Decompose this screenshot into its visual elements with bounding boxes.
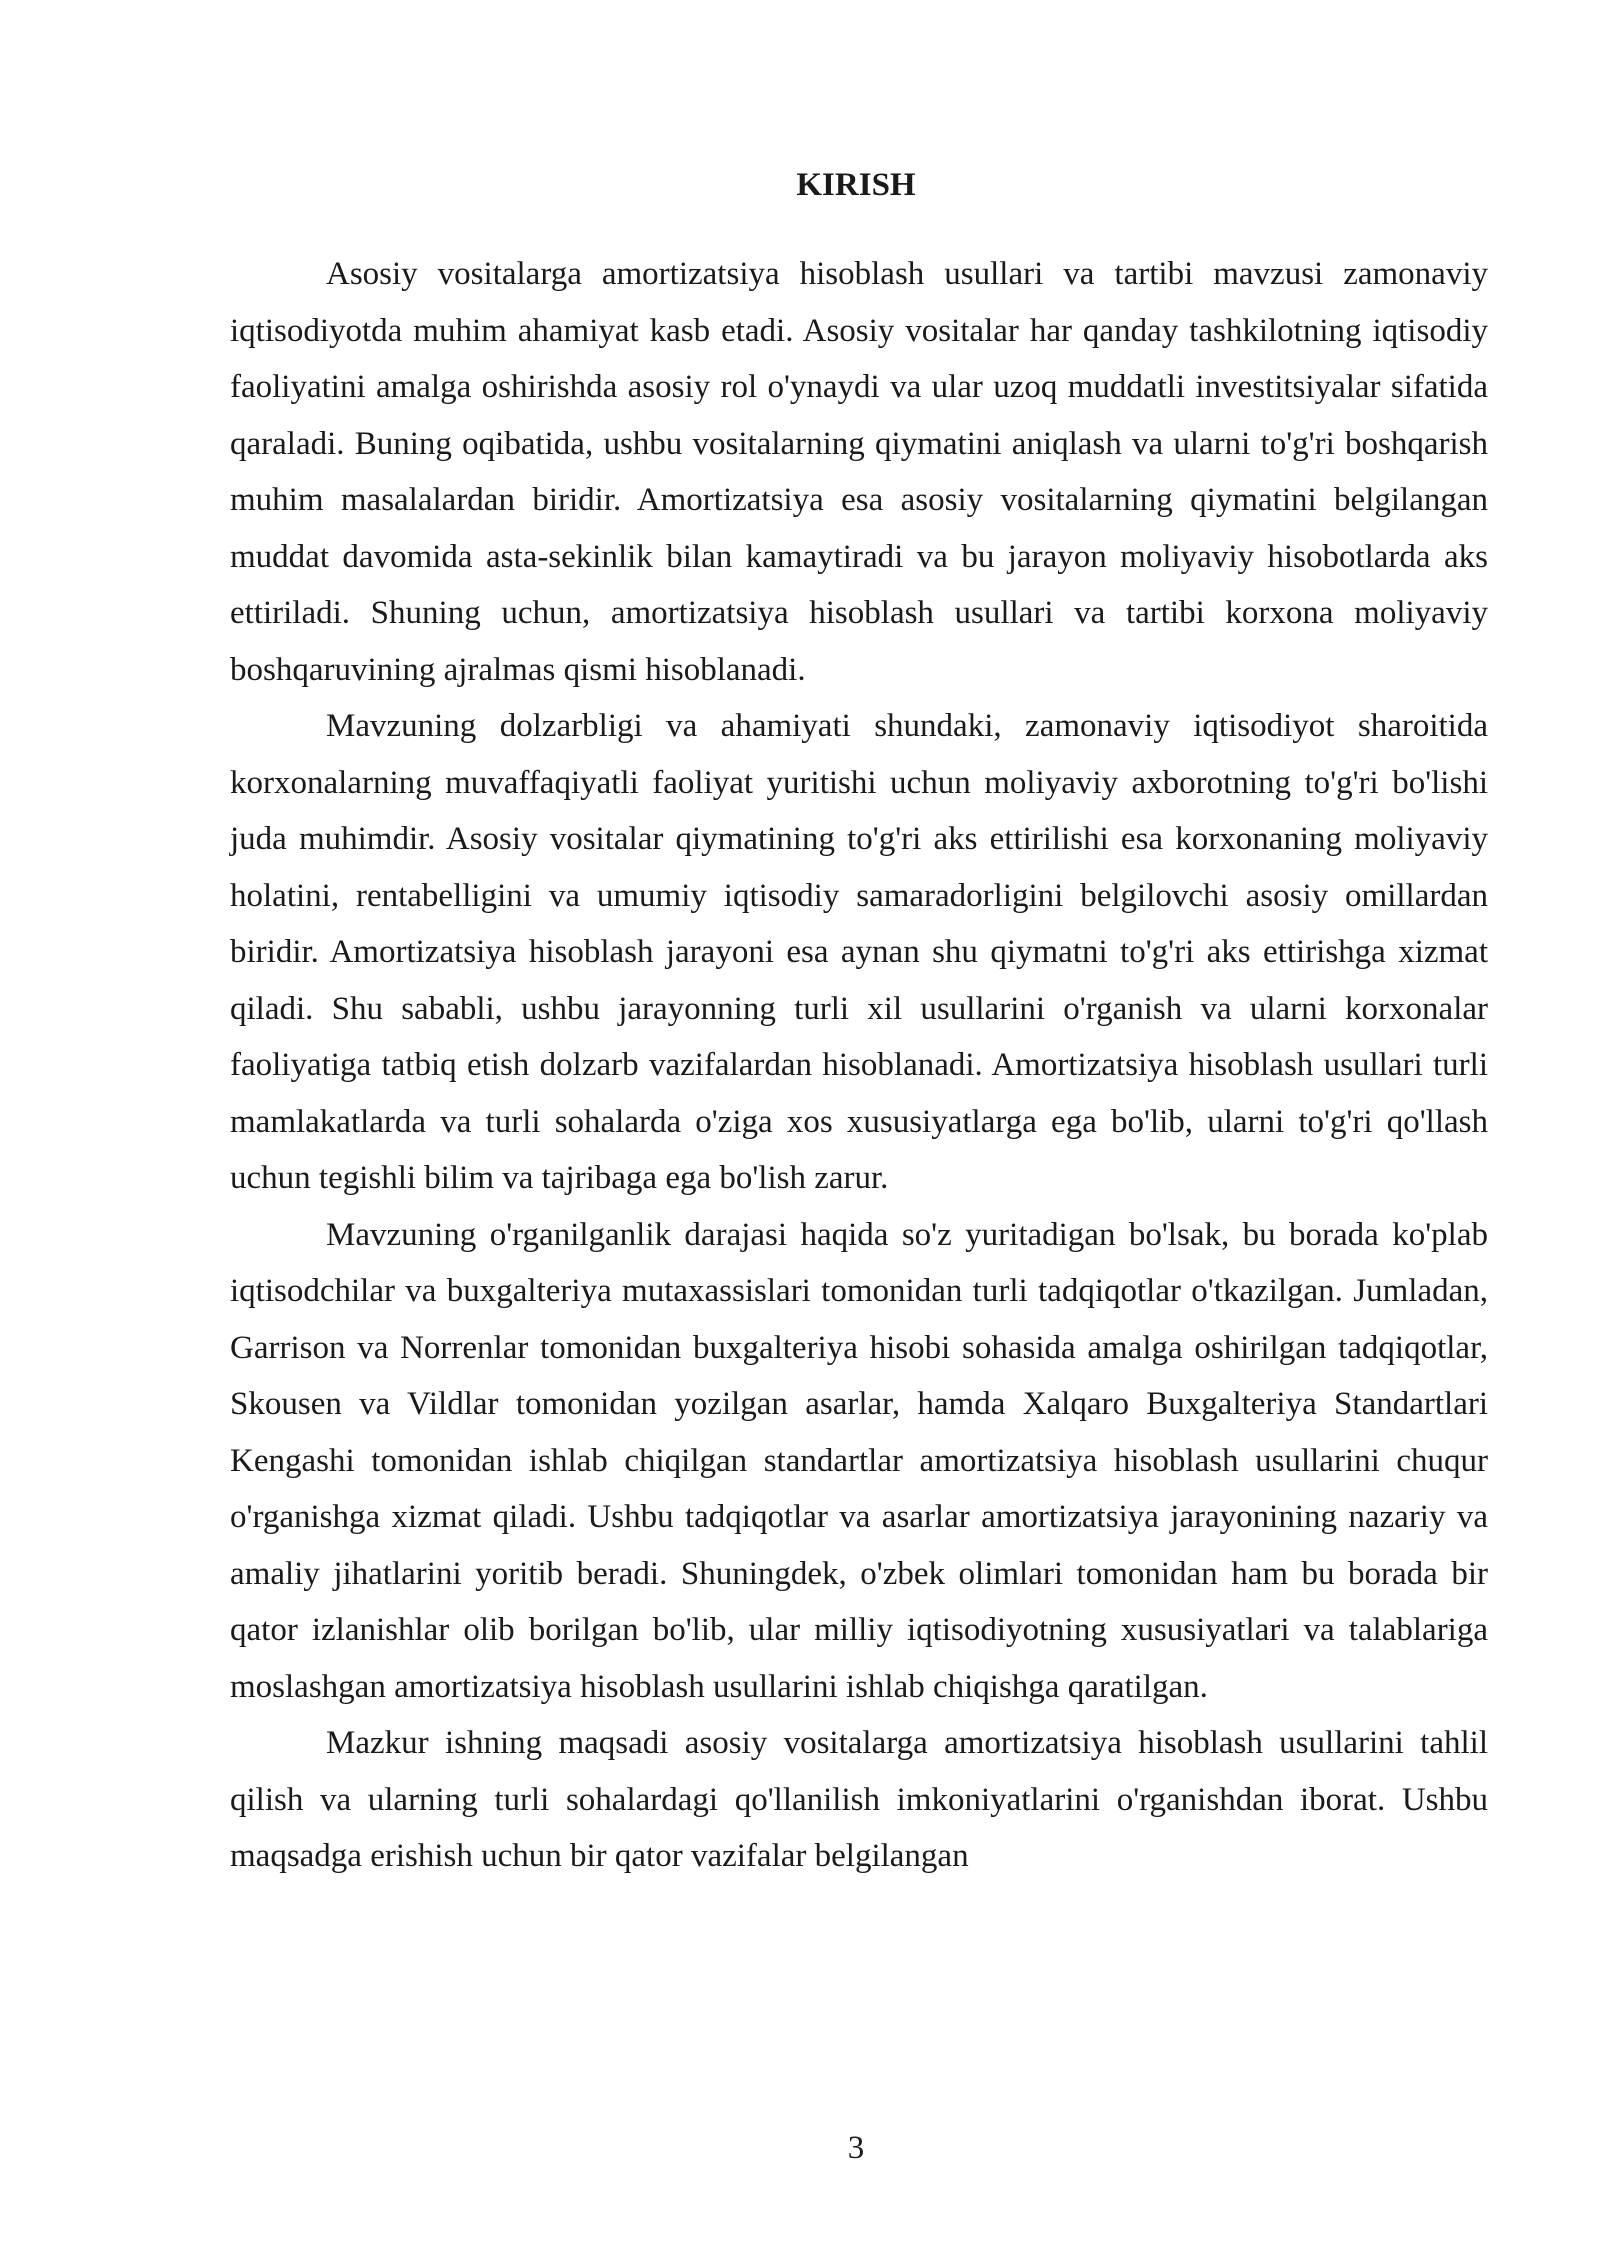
paragraph-objective: Mazkur ishning maqsadi asosiy vositalarga amortizatsiya hisoblash usullarini tahlil qilish va ularning turli sohalardagi qo'llanilish imkoniyatlarini o'rganishdan iborat. Ushbu maqsadga erishish uchun bir qator vazifalar belgilangan bbox=[230, 1725, 1488, 1874]
paragraph-introduction: Asosiy vositalarga amortizatsiya hisoblash usullari va tartibi mavzusi zamonaviy iqtisodiyotda muhim ahamiyat kasb etadi. Asosiy vositalar har qanday tashkilotning iqtisodiy faoliyatini amalga oshirishda asosiy rol o'ynaydi va ular uzoq muddatli investitsiyalar sifatida qaraladi. Buning oqibatida, ushbu vositalarning qiymatini aniqlash va ularni to'g'ri boshqarish muhim masalalardan biridir. Amortizatsiya esa asosiy vositalarning qiymatini belgilangan muddat davomida asta-sekinlik bilan kamaytiradi va bu jarayon moliyaviy hisobotlarda aks ettiriladi. Shuning uchun, amortizatsiya hisoblash usullari va tartibi korxona moliyaviy boshqaruvining ajralmas qismi hisoblanadi. bbox=[230, 256, 1488, 688]
section-title: KIRISH bbox=[796, 167, 916, 203]
paragraph-literature-review: Mavzuning o'rganilganlik darajasi haqida so'z yuritadigan bo'lsak, bu borada ko'plab iqtisodchilar va buxgalteriya mutaxassislari tomonidan turli tadqiqotlar o'tkazilgan. Jumladan, Garrison va Norrenlar tomonidan buxgalteriya hisobi sohasida amalga oshirilgan tadqiqotlar, Skousen va Vildlar tomonidan yozilgan asarlar, hamda Xalqaro Buxgalteriya Standartlari Kengashi tomonidan ishlab chiqilgan standartlar amortizatsiya hisoblash usullarini chuqur o'rganishga xizmat qiladi. Ushbu tadqiqotlar va asarlar amortizatsiya jarayonining nazariy va amaliy jihatlarini yoritib beradi. Shuningdek, o'zbek olimlari tomonidan ham bu borada bir qator izlanishlar olib borilgan bo'lib, ular milliy iqtisodiyotning xususiyatlari va talablariga moslashgan amortizatsiya hisoblash usullarini ishlab chiqishga qaratilgan. bbox=[230, 1216, 1488, 1705]
body-text bbox=[230, 246, 1488, 1885]
paragraph-relevance: Mavzuning dolzarbligi va ahamiyati shundaki, zamonaviy iqtisodiyot sharoitida korxonalarning muvaffaqiyatli faoliyat yuritishi uchun moliyaviy axborotning to'g'ri bo'lishi juda muhimdir. Asosiy vositalar qiymatining to'g'ri aks ettirilishi esa korxonaning moliyaviy holatini, rentabelligini va umumiy iqtisodiy samaradorligini belgilovchi asosiy omillardan biridir. Amortizatsiya hisoblash jarayoni esa aynan shu qiymatni to'g'ri aks ettirishga xizmat qiladi. Shu sababli, ushbu jarayonning turli xil usullarini o'rganish va ularni korxonalar faoliyatiga tatbiq etish dolzarb vazifalardan hisoblanadi. Amortizatsiya hisoblash usullari turli mamlakatlarda va turli sohalarda o'ziga xos xususiyatlarga ega bo'lib, ularni to'g'ri qo'llash uchun tegishli bilim va tajribaga ega bo'lish zarur. bbox=[230, 708, 1488, 1196]
page-number: 3 bbox=[847, 2130, 865, 2166]
